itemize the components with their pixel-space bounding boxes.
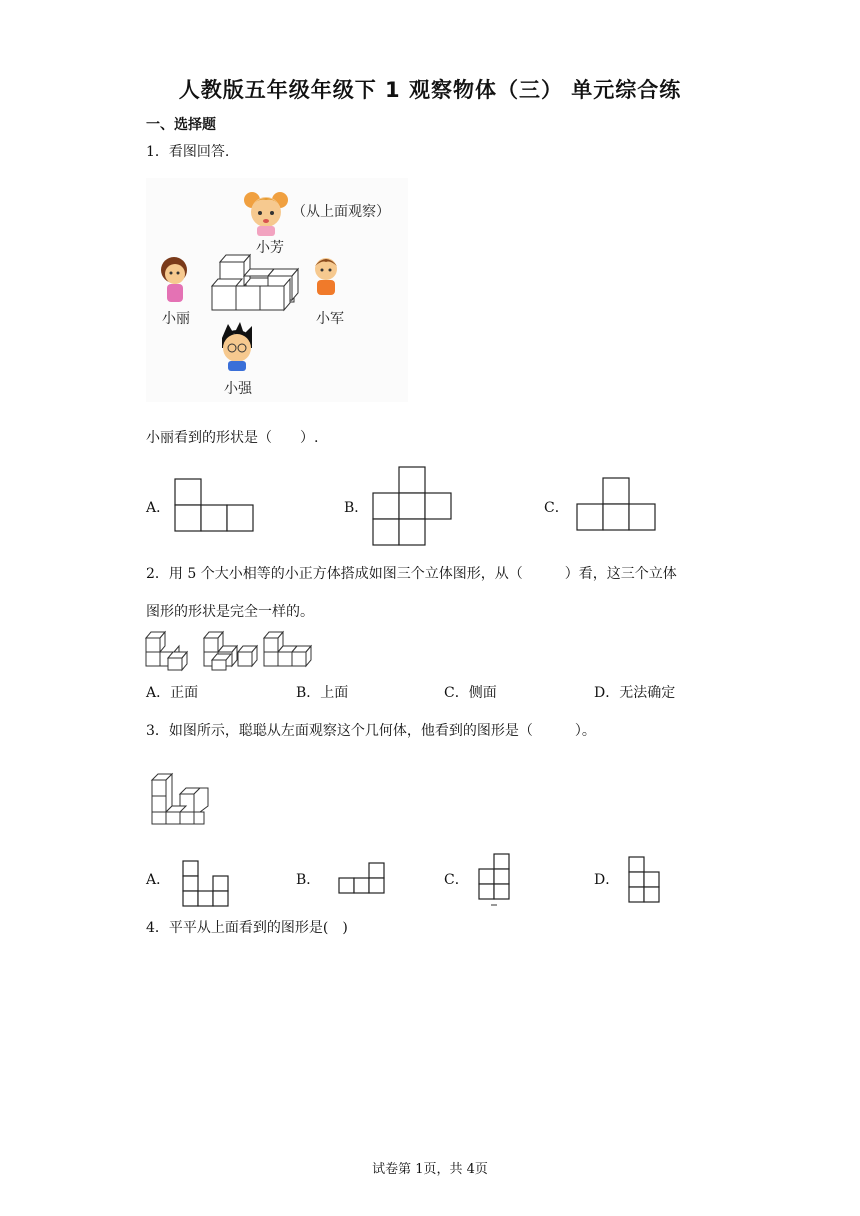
question-2-line1: 2．用 5 个大小相等的小正方体搭成如图三个立体图形，从（ ）看，这三个立体 [146, 566, 677, 582]
q1-option-b-figure [372, 466, 454, 548]
q1-option-b-label[interactable]: B． [344, 500, 369, 516]
q1-option-c-label[interactable]: C． [544, 500, 569, 516]
q3-option-d-figure [628, 856, 662, 906]
q1-option-a-figure [174, 478, 256, 532]
q3-option-b-label[interactable]: B． [296, 872, 321, 888]
question-1-text: 1．看图回答. [146, 144, 230, 160]
q3-option-a-figure [182, 860, 230, 908]
q1-option-a-label[interactable]: A． [146, 500, 171, 516]
question-2-figures [146, 628, 322, 670]
q2-option-a[interactable]: A．正面 [146, 685, 199, 701]
q2-option-d[interactable]: D．无法确定 [594, 685, 676, 701]
label-xiaofang: 小芳 [256, 240, 284, 256]
page-footer: 试卷第 1页，共 4页 [372, 1162, 488, 1177]
label-xiaoqiang: 小强 [224, 381, 252, 397]
page-title: 人教版五年级年级下 1 观察物体（三） 单元综合练 [178, 78, 682, 102]
label-xiaojun: 小军 [316, 311, 344, 327]
label-xiaoli: 小丽 [162, 311, 190, 327]
q3-option-b-figure [338, 862, 386, 896]
section-heading: 一、选择题 [146, 117, 216, 133]
question-2-line2: 图形的形状是完全一样的。 [146, 604, 314, 620]
q1-option-c-figure [576, 477, 658, 531]
figure-note: （从上面观察） [292, 204, 390, 220]
q3-option-c-label[interactable]: C． [444, 872, 469, 888]
q2-option-c[interactable]: C．侧面 [444, 685, 497, 701]
question-3-figure [150, 770, 212, 826]
question-1-figure [146, 178, 408, 402]
question-1-prompt: 小丽看到的形状是（ ）. [146, 430, 319, 446]
question-3-text: 3．如图所示，聪聪从左面观察这个几何体，他看到的图形是（ ）。 [146, 723, 596, 739]
boy-xiaojun-icon [315, 258, 337, 295]
q3-option-d-label[interactable]: D． [594, 872, 620, 888]
q3-option-a-label[interactable]: A． [146, 872, 171, 888]
q2-option-b[interactable]: B．上面 [296, 685, 349, 701]
question-4-text: 4．平平从上面看到的图形是( ) [146, 920, 348, 936]
q3-option-c-figure [478, 853, 512, 909]
